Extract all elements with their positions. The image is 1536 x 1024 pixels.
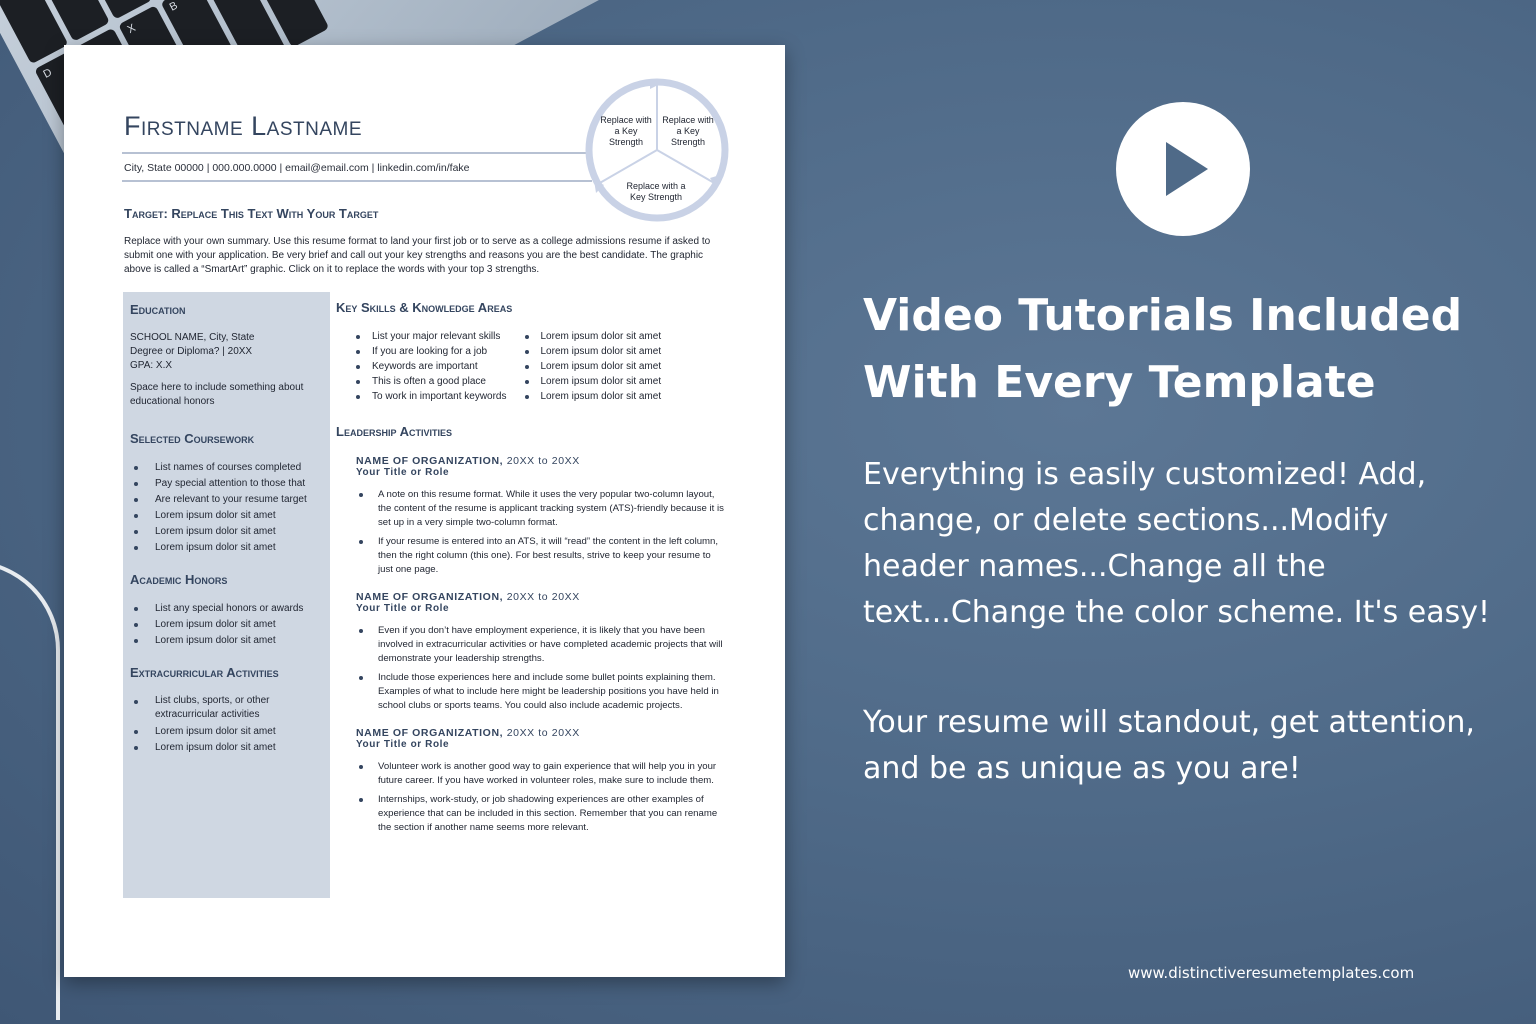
website-link[interactable]: www.distinctiveresumetemplates.com [1128, 964, 1415, 982]
leadership-entry [336, 591, 726, 713]
divider [122, 152, 592, 154]
list-item: Internships, work-study, or job shadowing experiences are other examples of experience that can be included in this section. Remember that you can rename the section if another name seems more relevant. [356, 793, 726, 835]
list-item: Lorem ipsum dolor sit amet [525, 389, 662, 404]
smartart-label[interactable]: Replace with a Key Strength [600, 115, 652, 147]
skills-list [525, 329, 662, 404]
education-school: SCHOOL NAME, City, State [130, 332, 255, 343]
list-item: Lorem ipsum dolor sit amet [130, 540, 323, 556]
list-item: If your resume is entered into an ATS, it will “read” the content in the left column, then the right column (this one). For best results, strive to keep your resume to just one page. [356, 535, 726, 577]
list-item: Are relevant to your resume target [130, 492, 323, 508]
leadership-entry [336, 455, 726, 577]
promo-paragraph: Everything is easily customized! Add, change, or delete sections...Modify header names...Change all the text...Change the color scheme. It's easy! [863, 457, 1491, 630]
promo-headline: Video Tutorials Included With Every Template [863, 290, 1463, 408]
section-title-extracurricular: Extracurricular Activities [130, 665, 279, 680]
list-item: Lorem ipsum dolor sit amet [525, 374, 662, 389]
org-name: NAME OF ORGANIZATION, 20XX to 20XX [356, 455, 580, 467]
smartart-label[interactable]: Replace with a Key Strength [662, 115, 714, 147]
key: B [160, 0, 245, 92]
resume-sidebar [123, 292, 330, 898]
list-item: This is often a good place [356, 374, 507, 389]
org-dates: 20XX to 20XX [506, 455, 580, 467]
org-name: NAME OF ORGANIZATION, 20XX to 20XX [356, 727, 580, 739]
list-item: Lorem ipsum dolor sit amet [130, 724, 323, 740]
list-item: Keywords are important [356, 359, 507, 374]
earphone-cable [0, 560, 60, 1020]
list-item: List any special honors or awards [130, 601, 323, 617]
resume-page [64, 45, 785, 977]
key: X [118, 5, 203, 115]
list-item: Lorem ipsum dolor sit amet [130, 508, 323, 524]
list-item: List names of courses completed [130, 460, 323, 476]
resume-name: Firstname Lastname [124, 111, 363, 141]
list-item: Lorem ipsum dolor sit amet [130, 617, 323, 633]
org-dates: 20XX to 20XX [506, 591, 580, 603]
list-item: Lorem ipsum dolor sit amet [130, 740, 323, 756]
leadership-entry [336, 727, 726, 835]
coursework-list [130, 460, 323, 556]
list-item: Lorem ipsum dolor sit amet [130, 633, 323, 649]
list-item: To work in important keywords [356, 389, 507, 404]
resume-summary: Replace with your own summary. Use this resume format to land your first job or to serve as a college admissions resume if asked to submit one with your application. Be very brief and call out your key strengths and reasons you are the best candidate. The graphic above is called a “SmartArt” graphic. Click on it to replace the words with your top 3 strengths. [124, 236, 711, 275]
list-item: Lorem ipsum dolor sit amet [525, 359, 662, 374]
smartart-label[interactable]: Replace with a Key Strength [626, 181, 686, 202]
list-item: Pay special attention to those that [130, 476, 323, 492]
org-role: Your Title or Role [356, 467, 450, 478]
entry-bullets [356, 488, 726, 577]
list-item: Volunteer work is another good way to gain experience that will help you in your future career. If you have worked in volunteer roles, make sure to include them. [356, 760, 726, 788]
education-gpa: GPA: X.X [130, 360, 173, 371]
section-title-leadership: Leadership Activities [336, 424, 452, 439]
org-name: NAME OF ORGANIZATION, 20XX to 20XX [356, 591, 580, 603]
list-item: List clubs, sports, or other extracurricular activities [130, 694, 323, 722]
entry-bullets [356, 624, 726, 713]
resume-contact: City, State 00000 | 000.000.0000 | email@email.com | linkedin.com/in/fake [124, 162, 470, 174]
resume-target: Target: Replace This Text With Your Target [124, 206, 379, 221]
entry-bullets [356, 760, 726, 835]
section-title-education: Education [130, 302, 186, 317]
resume-main-column [336, 300, 726, 840]
education-degree: Degree or Diploma? | 20XX [130, 346, 253, 357]
org-role: Your Title or Role [356, 603, 450, 614]
list-item: Even if you don’t have employment experience, it is likely that you have been involved in extracurricular activities or have completed academic projects that will demonstrate your leadership strengths. [356, 624, 726, 666]
promo-paragraph: Your resume will standout, get attention, and be as unique as you are! [863, 705, 1475, 786]
org-dates: 20XX to 20XX [506, 727, 580, 739]
skills-list [356, 329, 507, 404]
extracurricular-list [130, 694, 323, 756]
list-item: List your major relevant skills [356, 329, 507, 344]
key: D [34, 50, 119, 160]
list-item: If you are looking for a job [356, 344, 507, 359]
skills-grid [356, 329, 726, 404]
honors-list [130, 601, 323, 649]
divider [122, 180, 592, 182]
list-item: Lorem ipsum dolor sit amet [130, 524, 323, 540]
list-item: Lorem ipsum dolor sit amet [525, 329, 662, 344]
list-item: A note on this resume format. While it uses the very popular two-column layout, the content of the resume is applicant tracking system (ATS)-friendly because it is set up in a very simple two-column format. [356, 488, 726, 530]
section-title-skills: Key Skills & Knowledge Areas [336, 300, 513, 315]
section-title-coursework: Selected Coursework [130, 431, 255, 446]
list-item: Include those experiences here and include some bullet points explaining them. Examples of what to include here might be leadership positions you have held in school clubs or sports teams. You could also include academic projects. [356, 671, 726, 713]
org-role: Your Title or Role [356, 739, 450, 750]
list-item: Lorem ipsum dolor sit amet [525, 344, 662, 359]
education-note: Space here to include something about educational honors [130, 382, 304, 407]
section-title-honors: Academic Honors [130, 572, 228, 587]
play-icon[interactable] [1116, 102, 1250, 236]
smartart-graphic [582, 75, 732, 225]
